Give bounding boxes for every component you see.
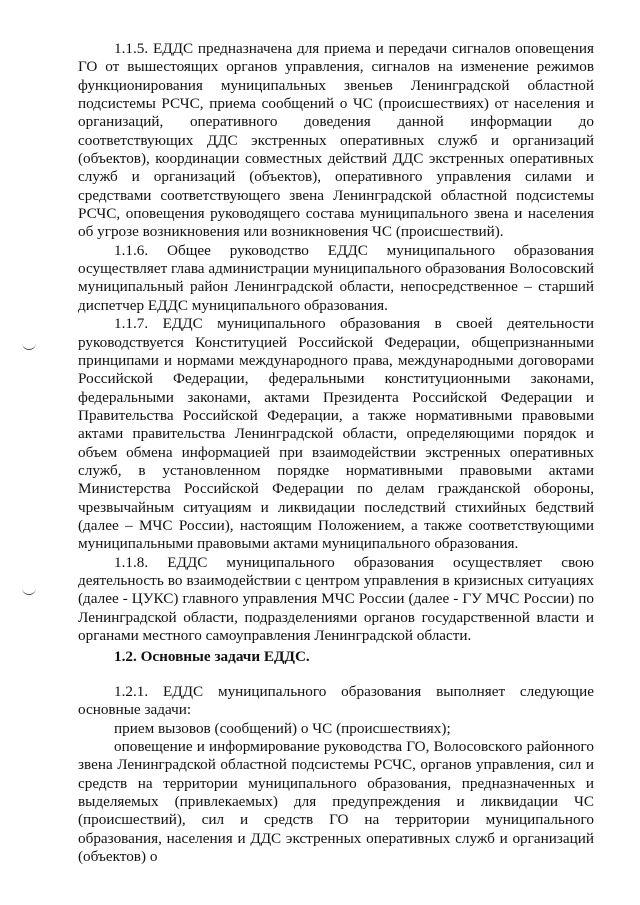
section-1-1-text xyxy=(78,40,594,645)
section-heading-1-2: 1.2. Основные задачи ЕДДС. xyxy=(114,648,310,665)
binding-hole-mark-icon xyxy=(22,588,36,595)
paragraph-1-1-7: 1.1.7. ЕДДС муниципального образования в своей деятельности руководствуется Конституцией Российской Федерации, общепризнанными принципами и нормами международного права, международными договорами Российской Федерации, федеральными конституционными законами, федеральными законами, актами Президента Российской Федерации и Правительства Российской Федерации, а также нормативными правовыми актами правительства Ленинградской области, определяющими порядок и объем обмена информацией при взаимодействии экстренных оперативных служб, в установленном порядке нормативными правовыми актами Министерства Российской Федерации по делам гражданской обороны, чрезвычайным ситуациям и ликвидации последствий стихийных бедствий (далее – МЧС России), настоящим Положением, а также соответствующими муниципальными правовыми актами муниципального образования. xyxy=(78,315,594,553)
paragraph-1-1-8: 1.1.8. ЕДДС муниципального образования осуществляет свою деятельность во взаимодействии с центром управления в кризисных ситуациях (далее - ЦУКС) главного управления МЧС России (далее - ГУ МЧС России) по Ленинградской области, подразделениями органов государственной власти и органами местного самоуправления Ленинградской области. xyxy=(78,553,594,644)
paragraph-1-1-5: 1.1.5. ЕДДС предназначена для приема и передачи сигналов оповещения ГО от вышестоящих органов управления, сигналов на изменение режимов функционирования муниципальных звеньев Ленинградской областной подсистемы РСЧС, приема сообщений о ЧС (происшествиях) от населения и организаций, оперативного доведения данной информации до соответствующих ДДС экстренных оперативных служб и организаций (объектов), координации совместных действий ДДС экстренных оперативных служб и организаций (объектов), оперативного управления силами и средствами соответствующего звена Ленинградской областной подсистемы РСЧС, оповещения руководящего состава муниципального звена и населения об угрозе возникновения или возникновения ЧС (происшествий). xyxy=(78,40,594,241)
paragraph-1-1-6: 1.1.6. Общее руководство ЕДДС муниципального образования осуществляет глава администрации муниципального образования Волосовский муниципальный район Ленинградской области, непосредственное – старший диспетчер ЕДДС муниципального образования. xyxy=(78,241,594,314)
section-1-2-text xyxy=(78,683,594,866)
task-item-notification: оповещение и информирование руководства ГО, Волосовского районного звена Ленинградской областной подсистемы РСЧС, органов управления, сил и средств на территории муниципального образования, предназначенных и выделяемых (привлекаемых) для предупреждения и ликвидации ЧС (происшествий), сил и средств ГО на территории муниципального образования, населения и ДДС экстренных оперативных служб и организаций (объектов) о xyxy=(78,738,594,866)
task-item-receive-calls: прием вызовов (сообщений) о ЧС (происшествиях); xyxy=(114,719,451,737)
binding-hole-mark-icon xyxy=(22,343,36,350)
paragraph-1-2-1: 1.2.1. ЕДДС муниципального образования выполняет следующие основные задачи: xyxy=(78,683,594,719)
